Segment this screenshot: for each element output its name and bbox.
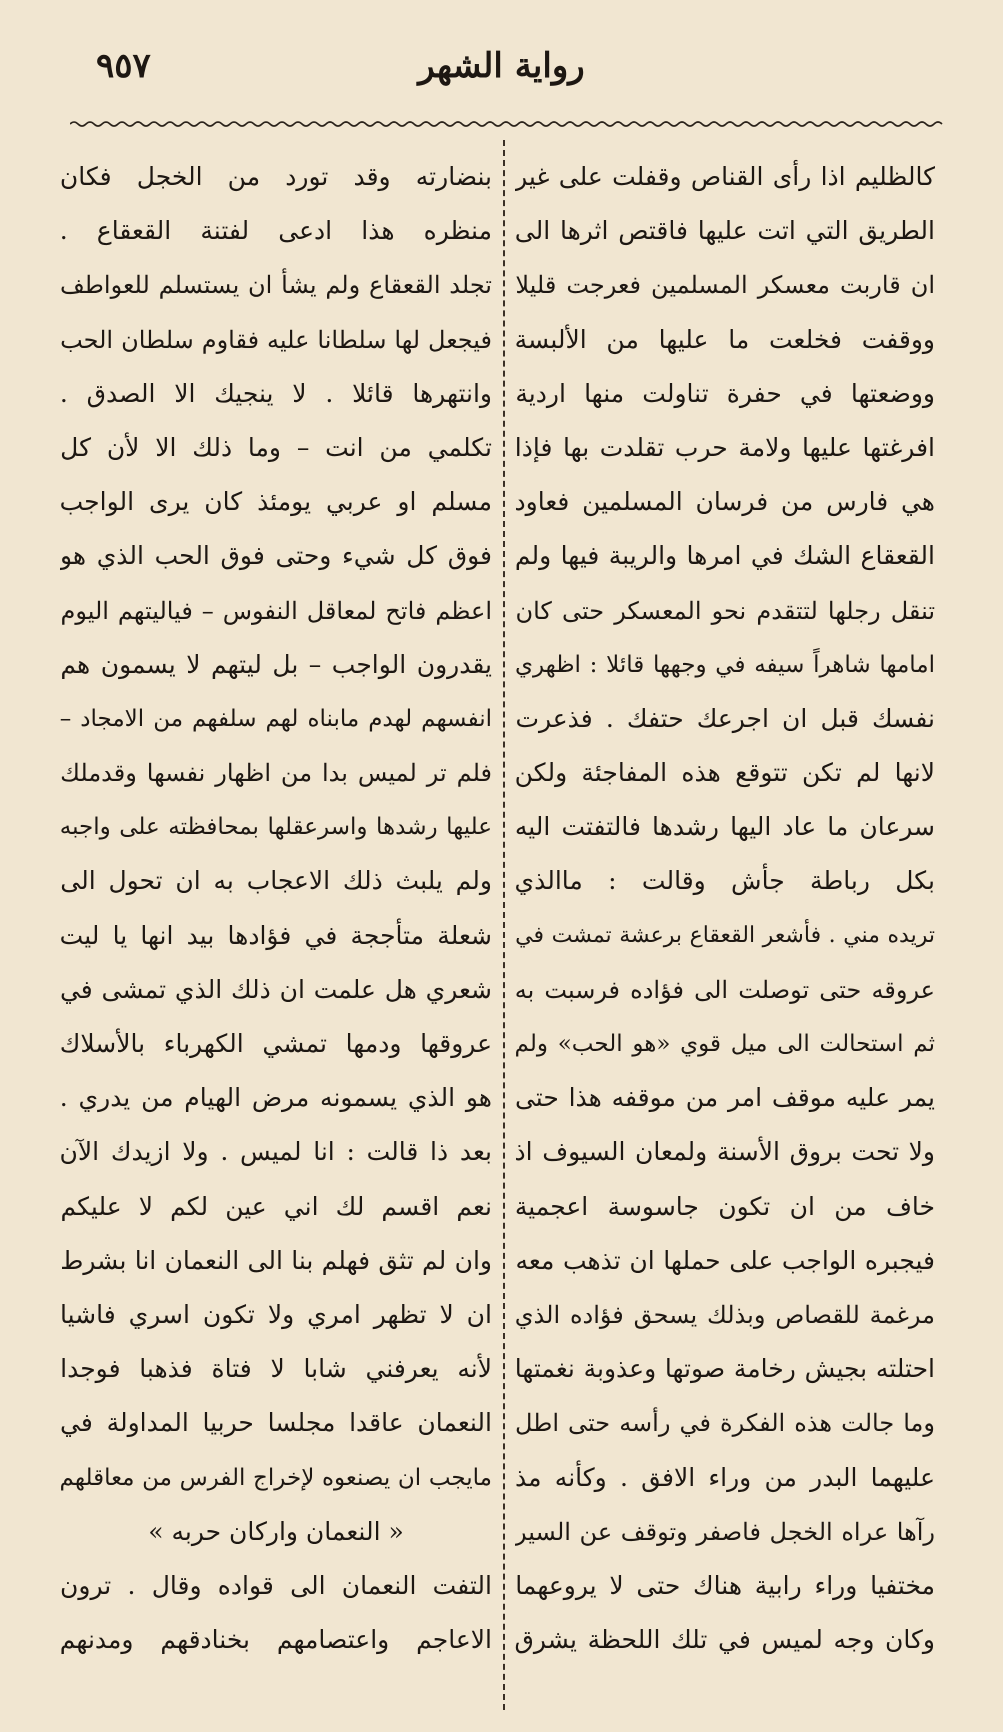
- text-line: لأنه يعرفني شابا لا فتاة فذهبا فوجدا: [60, 1354, 492, 1384]
- text-line: ولم يلبث ذلك الاعجاب به ان تحول الى: [60, 866, 492, 896]
- text-line: رآها عراه الخجل فاصفر وتوقف عن السير: [515, 1517, 935, 1546]
- text-line: شعلة متأججة في فؤادها بيد انها يا ليت: [60, 920, 492, 950]
- text-line: بنضارته وقد تورد من الخجل فكان: [60, 162, 492, 191]
- text-line: عليها رشدها واسرعقلها بمحافظته على واجبه: [60, 814, 492, 841]
- text-line: ان قاربت معسكر المسلمين فعرجت قليلا: [515, 271, 935, 300]
- text-line: يقدرون الواجب – بل ليتهم لا يسمون هم: [60, 649, 492, 679]
- text-line: تجلد القعقاع ولم يشأ ان يستسلم للعواطف: [60, 271, 492, 300]
- text-line: عروقه حتى توصلت الى فؤاده فرسبت به: [515, 975, 935, 1004]
- text-line: فلم تر لميس بدا من اظهار نفسها وقدملك: [60, 759, 492, 788]
- right-text-column: [515, 150, 935, 1710]
- page-number: ٩٥٧: [96, 46, 151, 86]
- text-line: افرغتها عليها ولامة حرب تقلدت بها فإذا: [515, 432, 935, 462]
- text-line: ان لا تظهر امري ولا تكون اسري فاشيا: [60, 1299, 492, 1329]
- text-line: وكان وجه لميس في تلك اللحظة يشرق: [515, 1625, 935, 1655]
- text-line: هو الذي يسمونه مرض الهيام من يدري .: [60, 1083, 492, 1113]
- text-line: الطريق التي اتت عليها فاقتص اثرها الى: [515, 216, 935, 246]
- text-line: القعقاع الشك في امرها والريبة فيها ولم: [515, 541, 935, 571]
- text-line: « النعمان واركان حربه »: [148, 1516, 404, 1546]
- text-line: فيجعل لها سلطانا عليه فقاوم سلطان الحب: [60, 325, 492, 354]
- text-line: وانتهرها قائلا . لا ينجيك الا الصدق .: [60, 378, 492, 408]
- text-line: نفسك قبل ان اجرعك حتفك . فذعرت: [515, 703, 935, 733]
- text-line: وان لم تثق فهلم بنا الى النعمان انا بشرط: [60, 1245, 492, 1275]
- text-line: بكل رباطة جأش وقالت : ماالذي: [515, 866, 935, 896]
- text-line: ووضعتها في حفرة تناولت منها اردية: [515, 378, 935, 408]
- text-line: ولا تحت بروق الأسنة ولمعان السيوف اذ: [515, 1137, 935, 1167]
- text-line: عليهما البدر من وراء الافق . وكأنه مذ: [515, 1462, 935, 1492]
- text-line: احتلته بجيش رخامة صوتها وعذوبة نغمتها: [515, 1354, 935, 1384]
- header-wavy-rule: [70, 120, 945, 128]
- running-title: رواية الشهر: [418, 46, 585, 86]
- text-line: فوق كل شيء وحتى فوق الحب الذي هو: [60, 541, 492, 571]
- text-line: اعظم فاتح لمعاقل النفوس – فياليتهم اليوم: [60, 596, 492, 625]
- text-line: كالظليم اذا رأى القناص وقفلت على غير: [515, 162, 935, 191]
- text-line: امامها شاهراً سيفه في وجهها قائلا : اظهري: [515, 651, 935, 678]
- text-line: فيجبره الواجب على حملها ان تذهب معه: [515, 1245, 935, 1275]
- text-line: مرغمة للقصاص وبذلك يسحق فؤاده الذي: [515, 1300, 935, 1329]
- text-line: هي فارس من فرسان المسلمين فعاود: [515, 487, 935, 517]
- text-line: تريده مني . فأشعر القعقاع برعشة تمشت في: [515, 922, 935, 948]
- text-line: عروقها ودمها تمشي الكهرباء بالأسلاك: [60, 1029, 492, 1058]
- column-divider: [503, 140, 505, 1710]
- text-line: نعم اقسم لك اني عين لكم لا عليكم: [60, 1191, 492, 1221]
- text-line: منظره هذا ادعى لفتنة القعقاع .: [60, 216, 492, 246]
- text-line: خاف من ان تكون جاسوسة اعجمية: [515, 1191, 935, 1221]
- left-text-column: [60, 150, 492, 1710]
- text-line: بعد ذا قالت : انا لميس . ولا ازيدك الآن: [60, 1137, 492, 1167]
- text-line: مايجب ان يصنعوه لإخراج الفرس من معاقلهم: [60, 1464, 492, 1491]
- text-line: الاعاجم واعتصامهم بخنادقهم ومدنهم: [60, 1625, 492, 1655]
- text-line: وما جالت هذه الفكرة في رأسه حتى اطل: [515, 1409, 935, 1438]
- text-line: مسلم او عربي يومئذ كان يرى الواجب: [60, 487, 492, 517]
- text-line: تكلمي من انت – وما ذلك الا لأن كل: [60, 432, 492, 462]
- text-line: سرعان ما عاد اليها رشدها فالتفتت اليه: [515, 812, 935, 842]
- text-line: انفسهم لهدم مابناه لهم سلفهم من الامجاد –: [60, 705, 492, 732]
- text-line: النعمان عاقدا مجلسا حربيا المداولة في: [60, 1408, 492, 1438]
- text-line: التفت النعمان الى قواده وقال . ترون: [60, 1570, 492, 1600]
- text-line: لانها لم تكن تتوقع هذه المفاجئة ولكن: [515, 758, 935, 788]
- text-line: شعري هل علمت ان ذلك الذي تمشى في: [60, 974, 492, 1004]
- text-line: ووقفت فخلعت ما عليها من الألبسة: [515, 324, 935, 354]
- text-line: مختفيا وراء رابية هناك حتى لا يروعهما: [515, 1570, 935, 1600]
- text-line: يمر عليه موقف امر من موقفه هذا حتى: [515, 1083, 935, 1113]
- text-line: تنقل رجلها لتتقدم نحو المعسكر حتى كان: [515, 596, 935, 625]
- text-line: ثم استحالت الى ميل قوي «هو الحب» ولم: [515, 1031, 935, 1057]
